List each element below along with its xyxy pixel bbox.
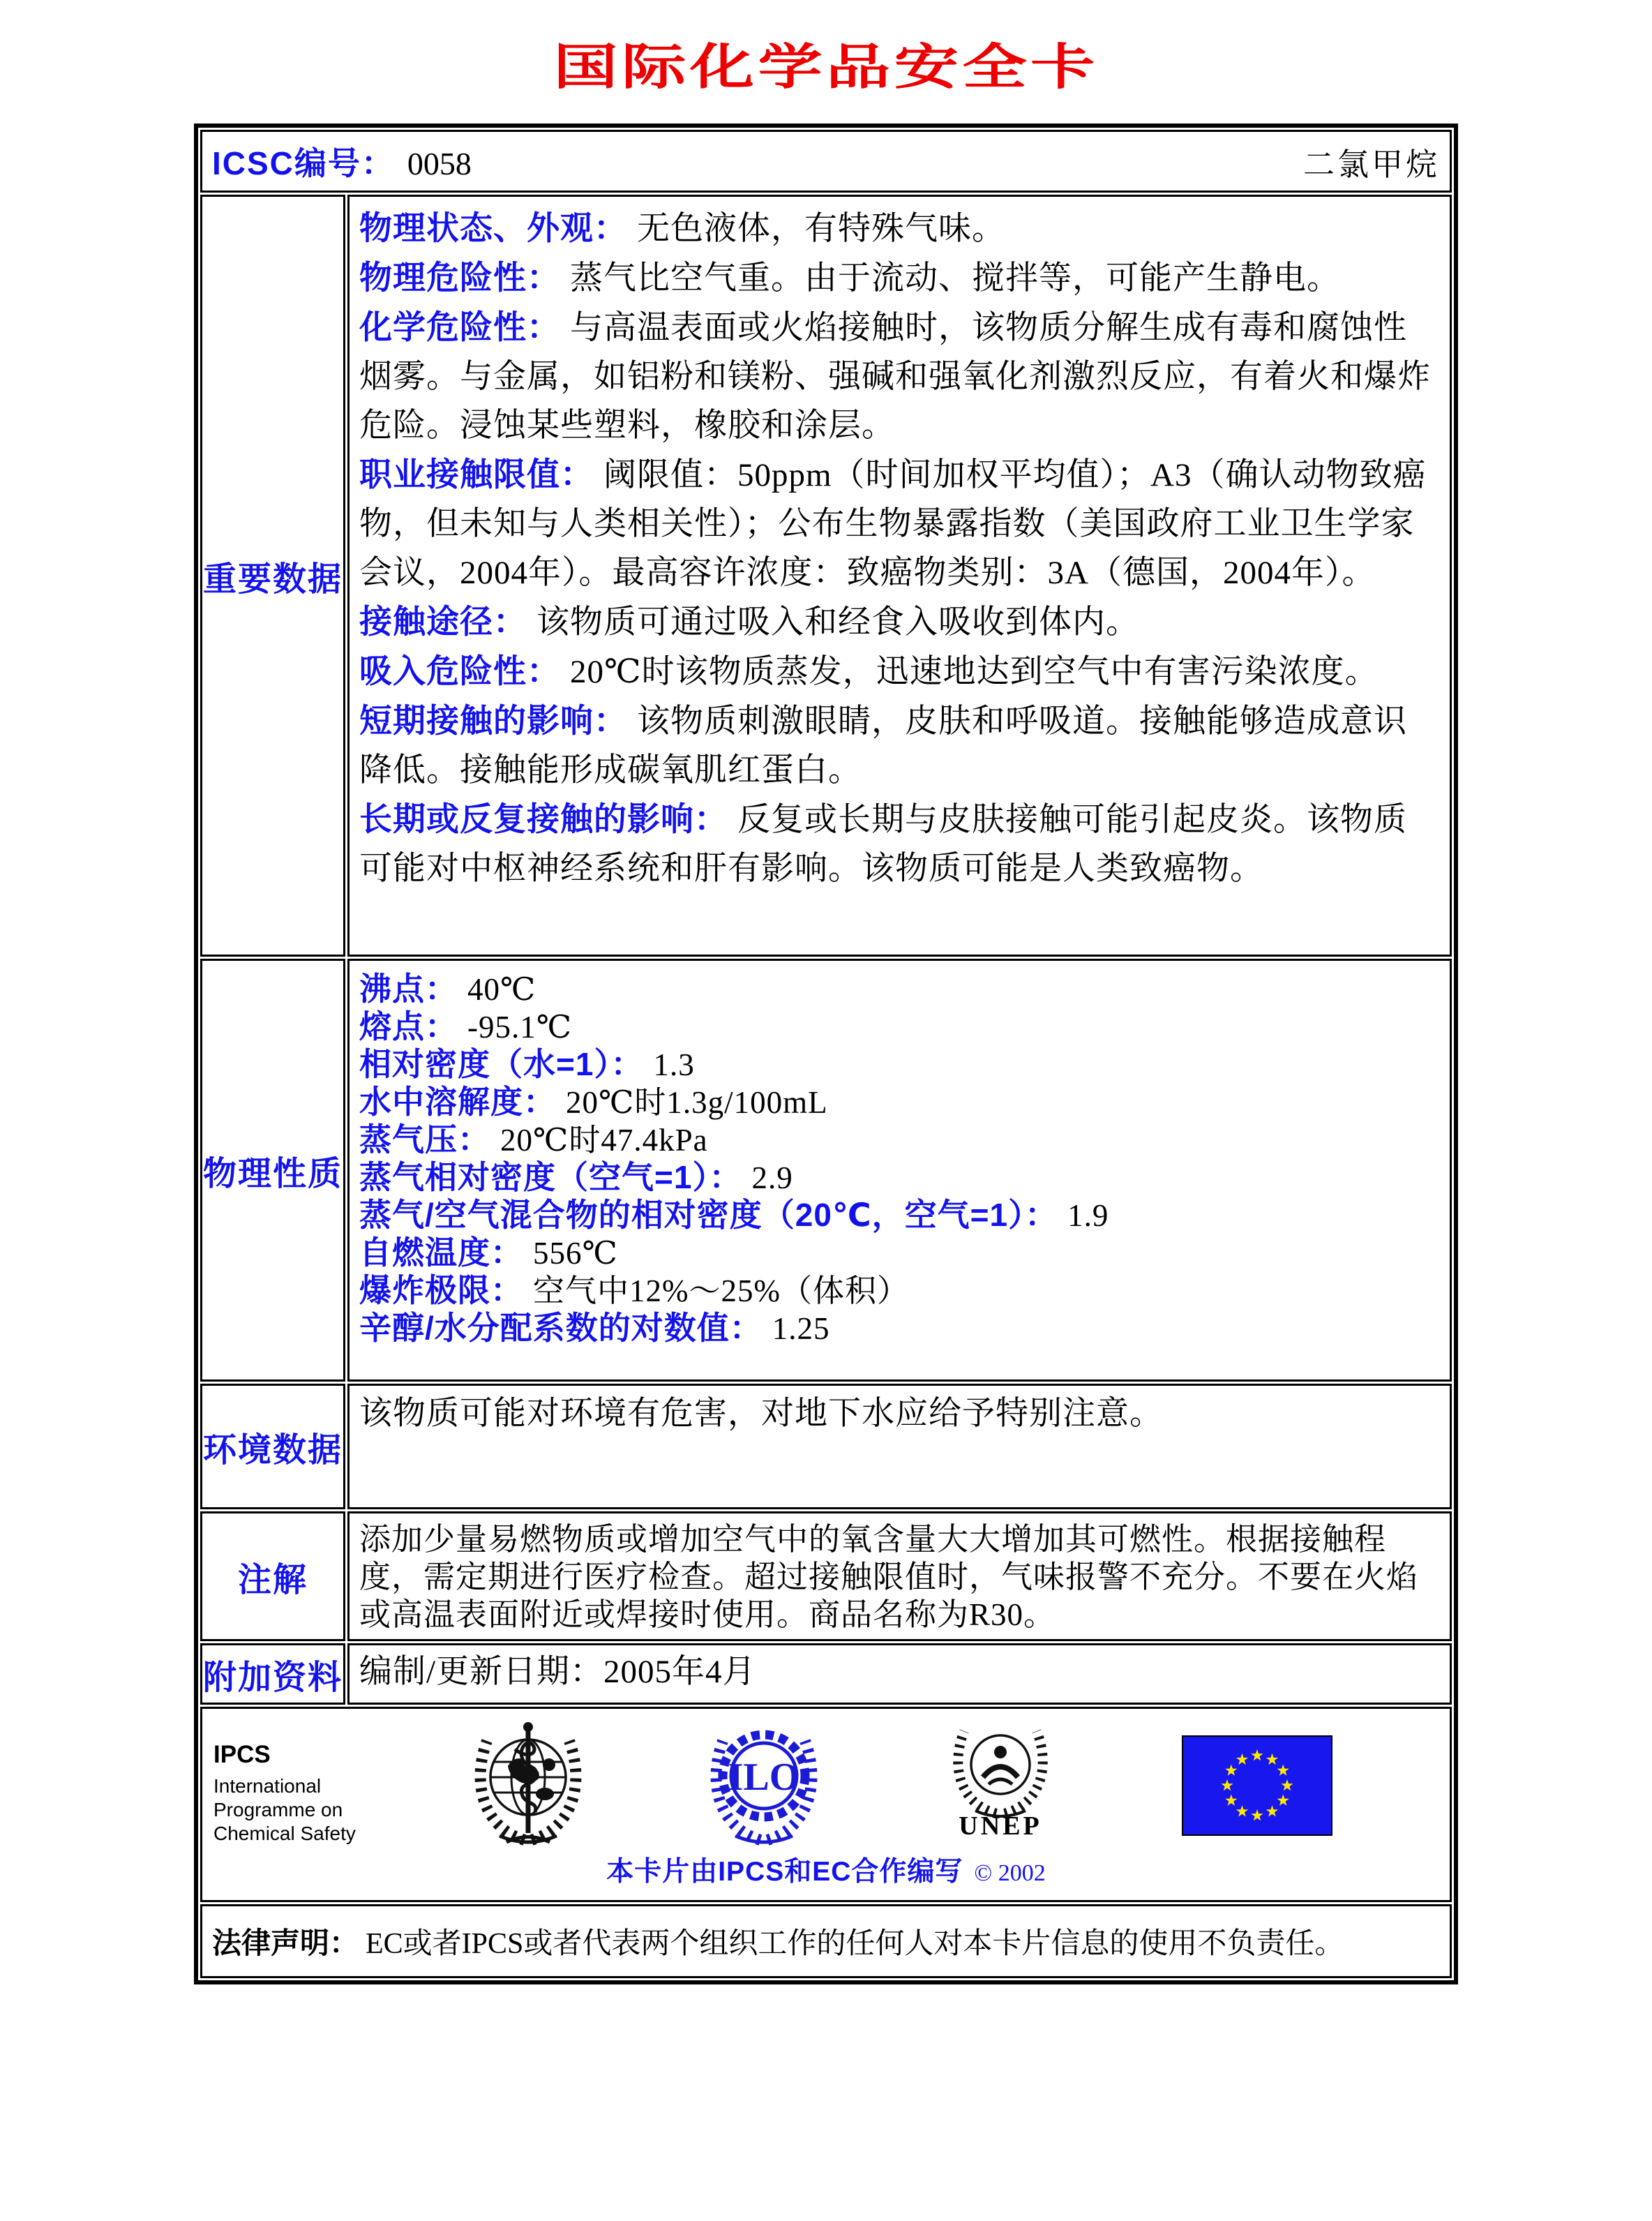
item-text: 2.9 (751, 1160, 793, 1195)
item-term: 物理状态、外观： (359, 209, 627, 246)
item-text: 1.3 (653, 1047, 695, 1082)
item-term: 辛醇/水分配系数的对数值： (359, 1310, 763, 1346)
legal-cell (200, 1904, 1452, 1978)
physical-item (359, 1310, 1439, 1347)
item-term: 吸入危险性： (359, 652, 560, 689)
logos-row (200, 1707, 1452, 1902)
environment-data-row (200, 1384, 1452, 1509)
ipcs-text-block (213, 1741, 423, 1846)
item-term: 物理危险性： (359, 259, 560, 296)
logos-band (202, 1709, 1450, 1850)
icsc-number-label: ICSC编号： (212, 145, 395, 181)
icsc-card-table (194, 124, 1458, 1984)
icsc-number-value: 0058 (407, 146, 472, 181)
legal-row (200, 1904, 1452, 1978)
ilo-logo-icon (699, 1716, 829, 1850)
ipcs-acronym: IPCS (213, 1741, 271, 1768)
item-text: 蒸气比空气重。由于流动、搅拌等，可能产生静电。 (570, 260, 1340, 297)
item-text: 空气中12%～25%（体积） (533, 1273, 909, 1308)
physical-properties-row (200, 959, 1452, 1382)
physical-item (359, 1272, 1439, 1310)
cooperation-caption (202, 1850, 1450, 1889)
item-text: 40℃ (467, 972, 536, 1007)
important-item (359, 597, 1439, 647)
item-term: 蒸气相对密度（空气=1）： (359, 1159, 742, 1195)
important-data-content (347, 195, 1452, 957)
item-term: 自燃温度： (359, 1234, 523, 1271)
legal-notice (202, 1920, 1450, 1962)
item-term: 沸点： (359, 971, 458, 1007)
page-title-text: 国际化学品安全卡 (553, 40, 1099, 94)
item-term: 蒸气压： (359, 1121, 490, 1158)
item-term: 熔点： (359, 1008, 458, 1045)
ipcs-line: Programme on (213, 1799, 343, 1821)
environment-data-content: 该物质可能对环境有危害，对地下水应给予特别注意。 (347, 1384, 1452, 1509)
item-text: 该物质可通过吸入和经食入吸收到体内。 (536, 604, 1139, 641)
eu-flag-icon (1182, 1735, 1332, 1836)
unep-logo-icon (932, 1716, 1069, 1820)
important-data-row (200, 195, 1452, 957)
physical-properties-content (347, 959, 1452, 1382)
physical-properties-label: 物理性质 (200, 959, 345, 1382)
important-item (359, 204, 1439, 253)
legal-notice-text: EC或者IPCS或者代表两个组织工作的任何人对本卡片信息的使用不负责任。 (366, 1928, 1344, 1960)
item-text: 556℃ (533, 1236, 618, 1271)
item-text: 阈限值：50ppm（时间加权平均值）；A3（确认动物致癌物，但未知与人类相关性）；公布生物暴露指数（美国政府工业卫生学家会议，2004年）。最高容许浓度：致癌物类别：3A（德国，2004年）。 (359, 457, 1427, 591)
item-term: 短期接触的影响： (359, 702, 627, 739)
item-term: 长期或反复接触的影响： (359, 800, 728, 837)
item-term: 爆炸极限： (359, 1272, 523, 1308)
chemical-name: 二氯甲烷 (1302, 147, 1440, 182)
additional-info-row (200, 1643, 1452, 1705)
icsc-number-group (212, 138, 472, 184)
important-item (359, 696, 1439, 795)
header-cell (200, 130, 1452, 193)
physical-item (359, 1159, 1439, 1197)
item-text: 1.25 (772, 1311, 830, 1346)
item-term: 相对密度（水=1）： (359, 1046, 644, 1082)
physical-item (359, 1121, 1439, 1159)
physical-item (359, 1008, 1439, 1046)
copyright-text: © 2002 (974, 1860, 1046, 1886)
item-term: 职业接触限值： (359, 456, 594, 493)
header-bar (202, 138, 1450, 184)
physical-item (359, 1197, 1439, 1234)
cooperation-caption-text: 本卡片由IPCS和EC合作编写 (606, 1857, 963, 1887)
ilo-logo-text: ILO (728, 1756, 800, 1799)
unep-logo-text: UNEP (959, 1811, 1042, 1841)
physical-item (359, 971, 1439, 1008)
important-item (359, 795, 1439, 893)
ipcs-line: Chemical Safety (213, 1823, 356, 1845)
additional-info-content: 编制/更新日期：2005年4月 (347, 1643, 1452, 1705)
item-term: 水中溶解度： (359, 1084, 556, 1120)
physical-item (359, 1046, 1439, 1084)
important-item (359, 647, 1439, 696)
ipcs-line: International (213, 1775, 322, 1797)
item-text: 与高温表面或火焰接触时，该物质分解生成有毒和腐蚀性烟雾。与金属，如铝粉和镁粉、强碱和强氧化剂激烈反应，有着火和爆炸危险。浸蚀某些塑料，橡胶和涂层。 (359, 310, 1431, 444)
item-text: 1.9 (1067, 1198, 1109, 1233)
item-text: -95.1℃ (467, 1010, 573, 1045)
item-text: 无色液体，有特殊气味。 (637, 211, 1005, 247)
important-item (359, 450, 1439, 597)
who-logo-icon (463, 1716, 593, 1850)
notes-row (200, 1511, 1452, 1641)
item-term: 化学危险性： (359, 308, 560, 345)
legal-notice-label: 法律声明： (212, 1927, 359, 1959)
item-text: 20℃时47.4kPa (500, 1123, 708, 1158)
logos-cell (200, 1707, 1452, 1902)
notes-content: 添加少量易燃物质或增加空气中的氧含量大大增加其可燃性。根据接触程度，需定期进行医疗检查。超过接触限值时，气味报警不充分。不要在火焰或高温表面附近或焊接时使用。商品名称为R30。 (347, 1511, 1452, 1641)
item-term: 蒸气/空气混合物的相对密度（20℃，空气=1）： (359, 1197, 1058, 1233)
header-row (200, 130, 1452, 193)
important-item (359, 303, 1439, 450)
page-title (0, 0, 1652, 98)
item-text: 该物质刺激眼睛，皮肤和呼吸道。接触能够造成意识降低。接触能形成碳氧肌红蛋白。 (359, 703, 1407, 788)
additional-info-label: 附加资料 (200, 1643, 345, 1705)
notes-label: 注解 (200, 1511, 345, 1641)
environment-data-label: 环境数据 (200, 1384, 345, 1509)
item-text: 反复或长期与皮肤接触可能引起皮炎。该物质可能对中枢神经系统和肝有影响。该物质可能是人类致癌物。 (359, 802, 1407, 887)
item-text: 20℃时该物质蒸发，迅速地达到空气中有害污染浓度。 (570, 654, 1379, 690)
important-item (359, 253, 1439, 303)
unep-logo-block (932, 1716, 1069, 1841)
physical-item (359, 1084, 1439, 1121)
item-term: 接触途径： (359, 603, 527, 640)
item-text: 20℃时1.3g/100mL (566, 1085, 828, 1120)
important-data-label: 重要数据 (200, 195, 345, 957)
physical-item (359, 1234, 1439, 1272)
